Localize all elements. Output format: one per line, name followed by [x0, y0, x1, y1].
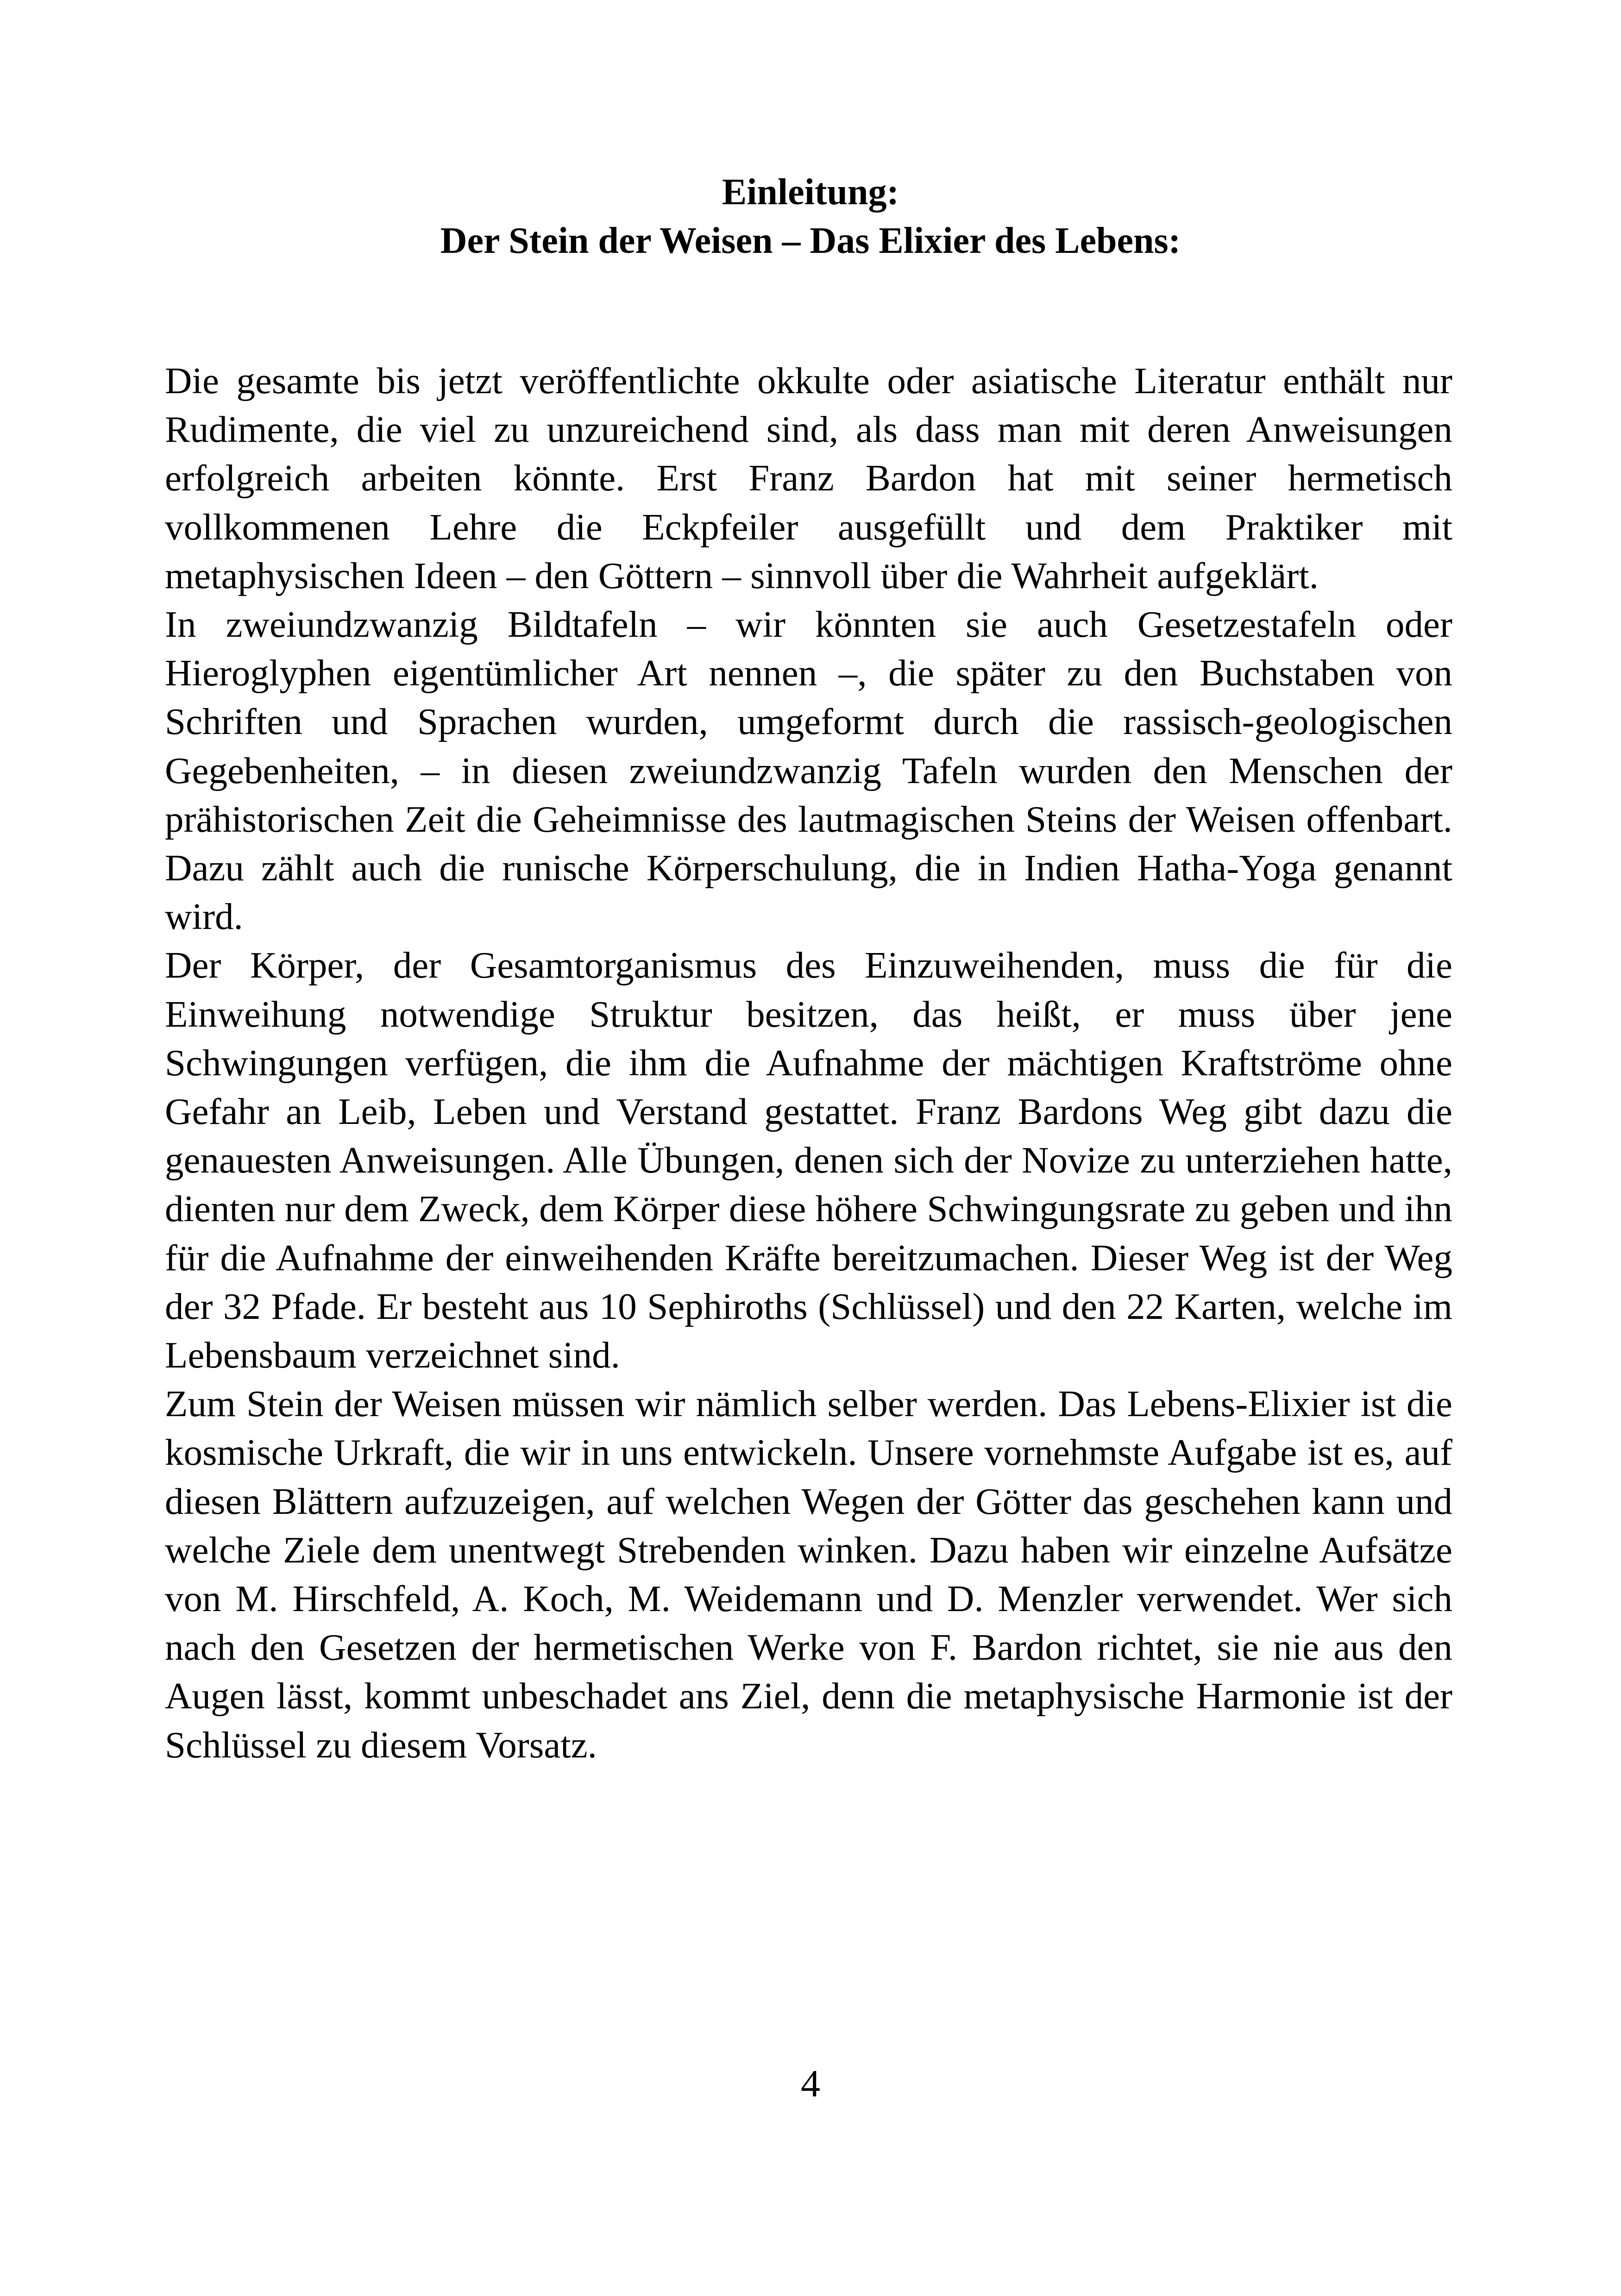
chapter-subheading: Der Stein der Weisen – Das Elixier des Lebens:: [440, 220, 1181, 261]
paragraph: In zweiundzwanzig Bildtafeln – wir könnten sie auch Gesetzestafeln oder Hieroglyphen eigentümlicher Art nennen –, die später zu den Buchstaben von Schriften und Sprachen wurden, umgeformt durch die rassisch-geologischen Gegebenheiten, – in diesen zweiundzwanzig Tafeln wurden den Menschen der prähistorischen Zeit die Geheimnisse des lautmagischen Steins der Weisen offenbart. Dazu zählt auch die runische Körperschulung, die in Indien Hatha-Yoga genannt wird.: [165, 603, 1452, 938]
chapter-heading: Einleitung:: [722, 172, 899, 213]
body-text: [165, 357, 1452, 1769]
page-number: 4: [801, 2062, 820, 2105]
paragraph: Zum Stein der Weisen müssen wir nämlich selber werden. Das Lebens-Elixier ist die kosmische Urkraft, die wir in uns entwickeln. Unsere vornehmste Aufgabe ist es, auf diesen Blättern aufzuzeigen, auf welchen Wegen der Götter das geschehen kann und welche Ziele dem unentwegt Strebenden winken. Dazu haben wir einzelne Aufsätze von M. Hirschfeld, A. Koch, M. Weidemann und D. Menzler verwendet. Wer sich nach den Gesetzen der hermetischen Werke von F. Bardon richtet, sie nie aus den Augen lässt, kommt unbeschadet ans Ziel, denn die metaphysische Harmonie ist der Schlüssel zu diesem Vorsatz.: [165, 1383, 1452, 1766]
paragraph: Die gesamte bis jetzt veröffentlichte okkulte oder asiatische Literatur enthält nur Rudimente, die viel zu unzureichend sind, als dass man mit deren Anweisungen erfolgreich arbeiten könnte. Erst Franz Bardon hat mit seiner hermetisch vollkommenen Lehre die Eckpfeiler ausgefüllt und dem Praktiker mit metaphysischen Ideen – den Göttern – sinnvoll über die Wahrheit aufgeklärt.: [165, 360, 1452, 596]
paragraph: Der Körper, der Gesamtorganismus des Einzuweihenden, muss die für die Einweihung notwendige Struktur besitzen, das heißt, er muss über jene Schwingungen verfügen, die ihm die Aufnahme der mächtigen Kraftströme ohne Gefahr an Leib, Leben und Verstand gestattet. Franz Bardons Weg gibt dazu die genauesten Anweisungen. Alle Übungen, denen sich der Novize zu unterziehen hatte, dienten nur dem Zweck, dem Körper diese höhere Schwingungsrate zu geben und ihn für die Aufnahme der einweihenden Kräfte bereitzumachen. Dieser Weg ist der Weg der 32 Pfade. Er besteht aus 10 Sephiroths (Schlüssel) und den 22 Karten, welche im Lebensbaum verzeichnet sind.: [165, 944, 1452, 1376]
